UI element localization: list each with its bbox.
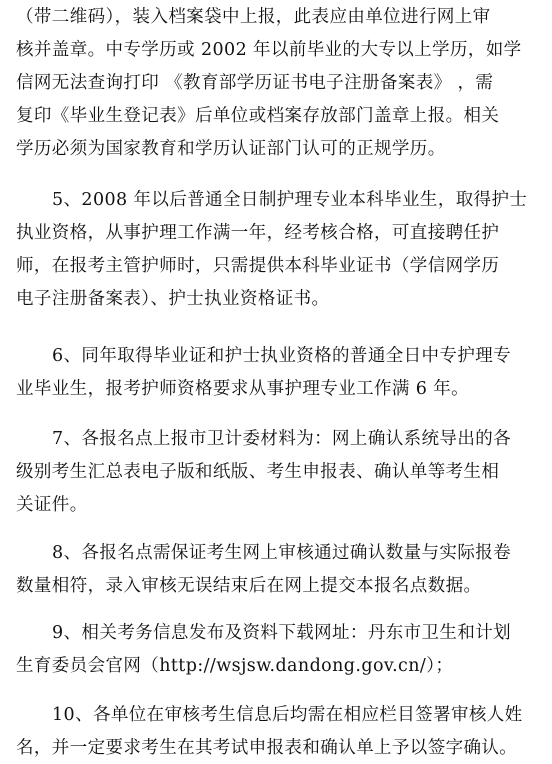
paragraph-line: 关证件。	[16, 495, 88, 515]
paragraph-line: 7、各报名点上报市卫计委材料为：网上确认系统导出的各	[52, 429, 512, 449]
paragraph-line: 级别考生汇总表电子版和纸版、考生申报表、确认单等考生相	[16, 462, 500, 482]
paragraph-line: 电子注册备案表）、护士执业资格证书。	[16, 289, 330, 309]
paragraph-line: 8、各报名点需保证考生网上审核通过确认数量与实际报卷	[52, 543, 512, 563]
paragraph-line: 6、同年取得毕业证和护士执业资格的普通全日中专护理专	[52, 346, 512, 366]
paragraph-line: 名，并一定要求考生在其考试申报表和确认单上予以签字确认。	[16, 738, 518, 758]
paragraph-line: 学历必须为国家教育和学历认证部门认可的正规学历。	[16, 139, 446, 159]
paragraph-line: 核并盖章。中专学历或 2002 年以前毕业的大专以上学历，如学	[16, 40, 522, 60]
paragraph-line: 业毕业生，报考护师资格要求从事护理专业工作满 6 年。	[16, 379, 470, 399]
paragraph-line: 10、各单位在审核考生信息后均需在相应栏目签署审核人姓	[52, 705, 523, 725]
paragraph-line: 数量相符，录入审核无误结束后在网上提交本报名点数据。	[16, 576, 482, 596]
paragraph-line: 师，在报考主管护师时，只需提供本科毕业证书（学信网学历	[16, 256, 500, 276]
paragraph-line: （带二维码），装入档案袋中上报，此表应由单位进行网上审	[16, 7, 491, 27]
paragraph-line: 9、相关考务信息发布及资料下载网址：丹东市卫生和计划	[52, 623, 512, 643]
paragraph-line: 信网无法查询打印 《教育部学历证书电子注册备案表》 ，需	[16, 73, 494, 93]
paragraph-line: 生育委员会官网（http://wsjsw.dandong.gov.cn/）；	[16, 656, 454, 676]
paragraph-line: 复印《毕业生登记表》后单位或档案存放部门盖章上报。相关	[16, 106, 500, 126]
paragraph-line: 执业资格，从事护理工作满一年，经考核合格，可直接聘任护	[16, 223, 500, 243]
paragraph-line: 5、2008 年以后普通全日制护理专业本科毕业生，取得护士	[52, 190, 528, 210]
